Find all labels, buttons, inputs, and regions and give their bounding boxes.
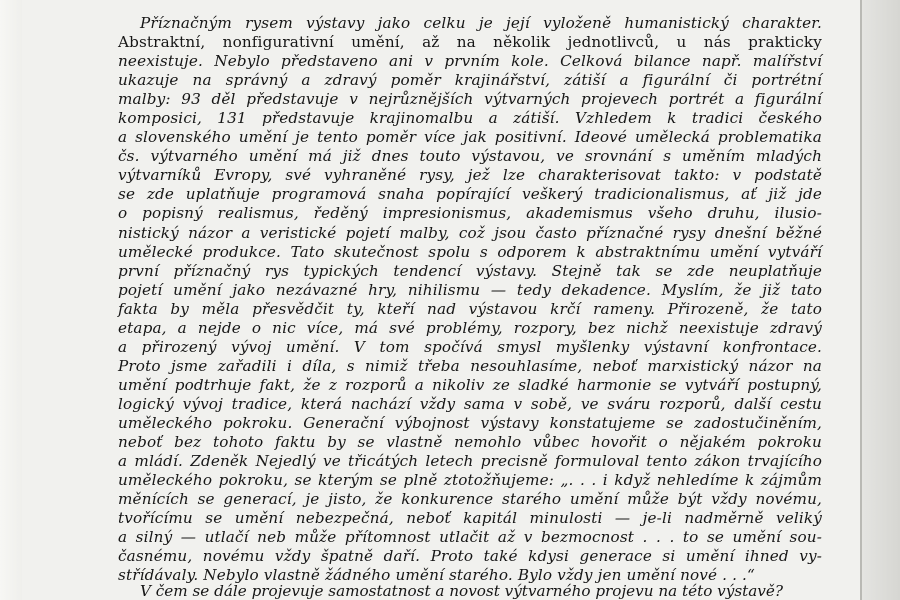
text-line: neexistuje. Nebylo představeno ani v prvním kole. Celková bilance např. malířství [118,52,822,71]
text-line: uměleckého pokroku, se kterým se plně ztotožňujeme: „. . . i když nehledíme k zájmům [118,471,822,490]
text-line: etapa, a nejde o nic více, má své problémy, rozpory, bez nichž neexistuje zdravý [118,318,822,337]
text-line: měnících se generací, je jisto, že konkurence starého umění může být vždy novému, [118,490,822,509]
text-line: Abstraktní, nonfigurativní umění, až na několik jednotlivců, u nás prakticky [118,33,822,52]
text-line: umění podtrhuje fakt, že z rozporů a nikoliv ze sladké harmonie se vytváří postupný, [118,375,822,394]
text-line: malby: 93 děl představuje v nejrůznějších výtvarných projevech portrét a figurální [118,90,822,109]
adjacent-page-edge [860,0,900,600]
text-line: časnému, novému vždy špatně daří. Proto také kdysi generace si umění ihned vy- [118,547,822,566]
text-line: a silný — utlačí neb může přítomnost utlačit až v bezmocnost . . . to se umění sou- [118,528,822,547]
text-line: a přirozený vývoj umění. V tom spočívá smysl myšlenky výstavní konfrontace. [118,337,822,356]
text-line: o popisný realismus, ředěný impresionismus, akademismus všeho druhu, ilusio- [118,204,822,223]
text-line: první příznačný rys typických tendencí výstavy. Stejně tak se zde neuplatňuje [118,261,822,280]
body-text [118,14,822,585]
text-line: čs. výtvarného umění má již dnes touto výstavou, ve srovnání s uměním mladých [118,147,822,166]
text-line: střídávaly. Nebylo vlastně žádného umění starého. Bylo vždy jen umění nové . . .“ [118,566,755,585]
text-line: logický vývoj tradice, která nachází vždy sama v sobě, ve sváru rozporů, další cestu [118,394,822,413]
text-line: umělecké produkce. Tato skutečnost spolu s odporem k abstraktnímu umění vytváří [118,242,822,261]
text-line: neboť bez tohoto faktu by se vlastně nemohlo vůbec hovořit o nějakém pokroku [118,433,822,452]
text-line: se zde uplatňuje programová snaha popírající veškerý tradicionalismus, ať již jde [118,185,822,204]
text-line: uměleckého pokroku. Generační výbojnost výstavy konstatujeme se zadostučiněním, [118,413,822,432]
text-line: výtvarníků Evropy, své vyhraněné rysy, jež lze charakterisovat takto: v podstatě [118,166,822,185]
trailing-cut-line: V čem se dále projevuje samostatnost a novost výtvarného projevu na této výstavě? [140,582,783,600]
text-line: komposici, 131 představuje krajinomalbu a zátiší. Vzhledem k tradici českého [118,109,822,128]
text-line: Proto jsme zařadili i díla, s nimiž třeba nesouhlasíme, neboť marxistický názor na [118,356,822,375]
left-margin [0,0,22,600]
text-line: pojetí umění jako nezávazné hry, nihilismu — tedy dekadence. Myslím, že již tato [118,280,822,299]
text-line: tvořícímu se umění nebezpečná, neboť kapitál minulosti — je-li nadměrně veliký [118,509,822,528]
text-line: fakta by měla přesvědčit ty, kteří nad výstavou krčí rameny. Přirozeně, že tato [118,299,822,318]
text-line: Příznačným rysem výstavy jako celku je její vyloženě humanistický charakter. [140,14,822,32]
text-line: a slovenského umění je tento poměr více jak positivní. Ideové umělecká problematika [118,128,822,147]
text-line: ukazuje na správný a zdravý poměr krajinářství, zátiší a figurální či portrétní [118,71,822,90]
text-line: a mládí. Zdeněk Nejedlý ve třicátých letech precisně formuloval tento zákon trvajícího [118,452,822,471]
text-line: nistický názor a veristické pojetí malby, což jsou často příznačné rysy dnešní běžné [118,223,822,242]
